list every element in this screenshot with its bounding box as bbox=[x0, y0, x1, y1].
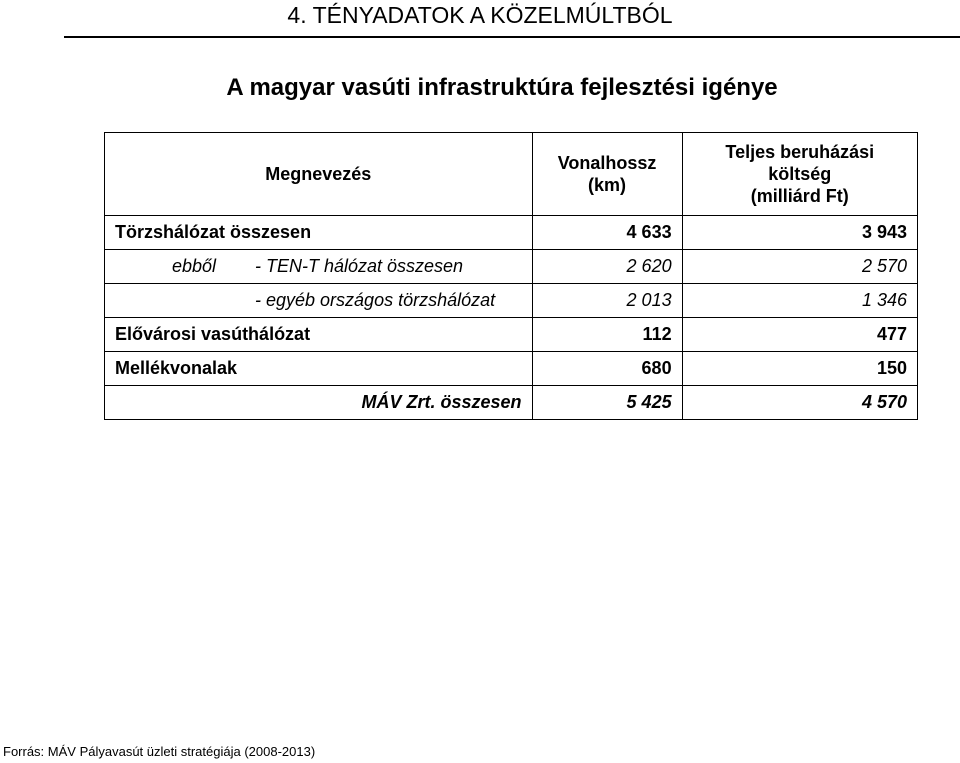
row-label-cell bbox=[105, 250, 533, 284]
row-label: - TEN-T hálózat összesen bbox=[255, 256, 464, 276]
row-label: Mellékvonalak bbox=[105, 352, 533, 386]
column-header-name bbox=[105, 133, 533, 216]
infrastructure-table bbox=[104, 132, 918, 420]
row-label: Törzshálózat összesen bbox=[105, 216, 533, 250]
row-label: MÁV Zrt. összesen bbox=[105, 386, 533, 420]
table-row-tent bbox=[105, 250, 918, 284]
row-length: 4 633 bbox=[532, 216, 682, 250]
table-row-egyeb bbox=[105, 284, 918, 318]
table-row-mellekvonalak bbox=[105, 352, 918, 386]
column-header-cost-line2: költség bbox=[768, 164, 832, 184]
row-cost: 4 570 bbox=[682, 386, 917, 420]
column-header-length bbox=[532, 133, 682, 216]
source-note: Forrás: MÁV Pályavasút üzleti stratégiája (2008-2013) bbox=[3, 744, 316, 759]
column-header-length-line1: Vonalhossz bbox=[557, 153, 657, 173]
column-header-length-line2: (km) bbox=[588, 175, 627, 195]
column-header-cost-line1: Teljes beruházási bbox=[725, 142, 875, 162]
row-cost: 477 bbox=[682, 318, 917, 352]
section-header: 4. TÉNYADATOK A KÖZELMÚLTBÓL bbox=[287, 2, 673, 28]
row-cost: 2 570 bbox=[682, 250, 917, 284]
row-length: 2 013 bbox=[532, 284, 682, 318]
row-label: Elővárosi vasúthálózat bbox=[105, 318, 533, 352]
page-title: A magyar vasúti infrastruktúra fejlesztési igénye bbox=[226, 74, 778, 101]
column-header-name-label: Megnevezés bbox=[265, 164, 372, 184]
header-divider bbox=[64, 36, 960, 38]
row-prefix: ebből bbox=[172, 256, 217, 276]
row-cost: 150 bbox=[682, 352, 917, 386]
table-row-elovarosi bbox=[105, 318, 918, 352]
table-header-row bbox=[105, 133, 918, 216]
row-label: - egyéb országos törzshálózat bbox=[255, 290, 496, 310]
row-label-cell bbox=[105, 284, 533, 318]
table-row-torzshalozat bbox=[105, 216, 918, 250]
row-length: 112 bbox=[532, 318, 682, 352]
row-cost: 1 346 bbox=[682, 284, 917, 318]
row-length: 5 425 bbox=[532, 386, 682, 420]
column-header-cost bbox=[682, 133, 917, 216]
table-row-total bbox=[105, 386, 918, 420]
row-length: 2 620 bbox=[532, 250, 682, 284]
row-cost: 3 943 bbox=[682, 216, 917, 250]
column-header-cost-line3: (milliárd Ft) bbox=[750, 186, 849, 206]
row-length: 680 bbox=[532, 352, 682, 386]
